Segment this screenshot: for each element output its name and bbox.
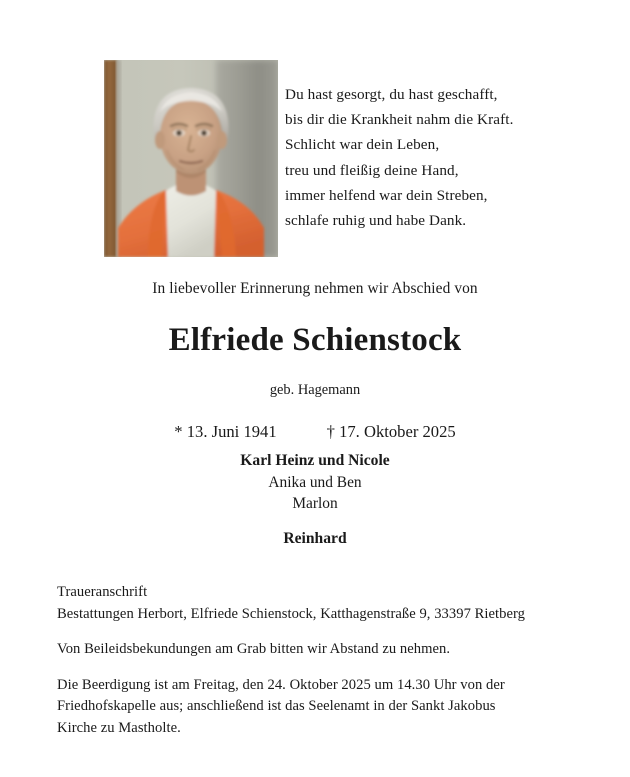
- birth-date: * 13. Juni 1941: [174, 422, 277, 442]
- portrait-photo: [104, 60, 278, 257]
- funeral-information: [57, 675, 587, 740]
- funeral-details-block: [57, 582, 587, 739]
- funeral-info-line: Die Beerdigung ist am Freitag, den 24. Oktober 2025 um 14.30 Uhr von der: [57, 676, 505, 693]
- condolence-note: [57, 639, 587, 661]
- condolence-note-text: Von Beileidsbekundungen am Grab bitten wir Abstand zu nehmen.: [57, 641, 451, 657]
- survivor-line: Marlon: [292, 495, 338, 512]
- survivors-block: [0, 450, 630, 549]
- portrait-illustration: [104, 60, 278, 257]
- verse-line: immer helfend war dein Streben,: [285, 186, 488, 204]
- funeral-info-line: Kirche zu Mastholte.: [57, 719, 181, 736]
- death-date: † 17. Oktober 2025: [326, 422, 456, 442]
- mourning-address-value: Bestattungen Herbort, Elfriede Schienstock, Katthagenstraße 9, 33397 Rietberg: [57, 605, 526, 622]
- mourning-address-label: Traueranschrift: [57, 584, 148, 600]
- verse-line: bis dir die Krankheit nahm die Kraft.: [285, 111, 514, 129]
- mourning-address: [57, 582, 587, 625]
- maiden-name: geb. Hagemann: [269, 382, 361, 399]
- memorial-intro-line: In liebevoller Erinnerung nehmen wir Abschied von: [152, 280, 478, 297]
- deceased-name: Elfriede Schienstock: [168, 322, 462, 358]
- survivor-line: Karl Heinz und Nicole: [240, 452, 390, 469]
- verse-line: Du hast gesorgt, du hast geschafft,: [285, 86, 498, 103]
- memorial-heading-block: [0, 279, 630, 443]
- survivor-line: Reinhard: [283, 529, 347, 547]
- verse-line: schlafe ruhig und habe Dank.: [285, 212, 467, 230]
- memorial-verse: [285, 82, 605, 233]
- life-dates: [0, 421, 630, 443]
- survivor-line: Anika und Ben: [268, 473, 362, 491]
- verse-line: treu und fleißig deine Hand,: [285, 161, 459, 179]
- verse-line: Schlicht war dein Leben,: [285, 136, 440, 154]
- funeral-info-line: Friedhofskapelle aus; anschließend ist das Seelenamt in der Sankt Jakobus: [57, 698, 496, 714]
